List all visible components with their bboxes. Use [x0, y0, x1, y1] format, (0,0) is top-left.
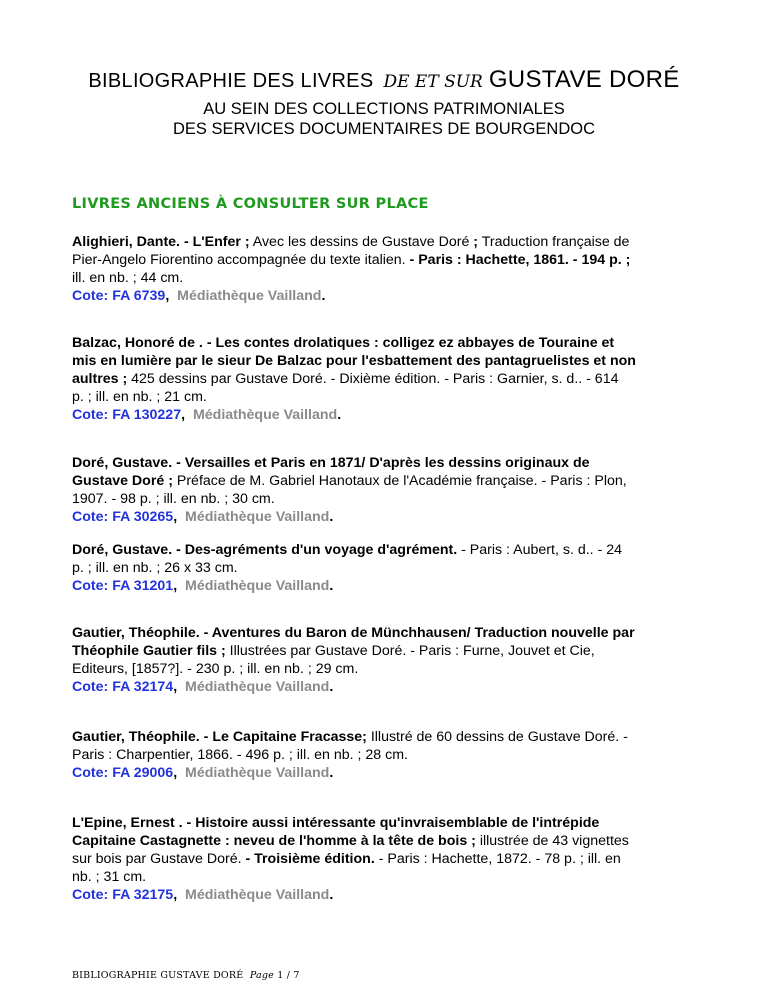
cote-label: Cote: FA 30265: [72, 509, 174, 525]
entry-collation: - 24: [593, 542, 623, 558]
footer-page-separator: /: [286, 970, 291, 981]
entry-location: [72, 508, 702, 526]
entry-imprint: - Paris : Garnier, s. d..: [440, 371, 583, 387]
entry-collation: - 496 p. ; ill. en nb. ; 28 cm.: [232, 747, 408, 763]
entry-line: [72, 868, 702, 886]
entry-text: nb. ; 31 cm.: [72, 869, 147, 885]
entry-line: [72, 814, 702, 832]
entry-line: [72, 388, 702, 406]
entry-line: [72, 624, 702, 642]
entry-title: L'Epine, Ernest . - Histoire aussi intéressante qu'invraisemblable de l'intrépide: [72, 815, 600, 831]
footer-page-word: Page: [249, 970, 274, 981]
entry-text: Editeurs, [1857?].: [72, 661, 184, 677]
entry-location: [72, 577, 702, 595]
entry-title: Gautier, Théophile. - Aventures du Baron de Münchhausen/ Traduction nouvelle par: [72, 625, 635, 641]
separator: ,: [181, 407, 186, 423]
entry-line: [72, 559, 702, 577]
endpoint: .: [329, 887, 334, 903]
entry-line: [72, 490, 702, 508]
endpoint: .: [329, 679, 334, 695]
cote-label: Cote: FA 29006: [72, 765, 174, 781]
library-name: Médiathèque Vailland: [185, 887, 330, 903]
library-name: Médiathèque Vailland: [185, 509, 330, 525]
section-heading: LIVRES ANCIENS À CONSULTER SUR PLACE: [72, 196, 429, 212]
entry-line: [72, 370, 702, 388]
footer-label: BIBLIOGRAPHIE GUSTAVE DORÉ: [72, 970, 244, 981]
document-title: [0, 66, 768, 94]
entry-title: mis en lumière par le sieur De Balzac pour l'esbattement des pantagruelistes et non: [72, 353, 636, 369]
entry-line: [72, 454, 702, 472]
cote-label: Cote: FA 130227: [72, 407, 182, 423]
entry-text: Avec les dessins de Gustave Doré: [249, 234, 474, 250]
entry-text: Préface de M. Gabriel Hanotaux de l'Académie française.: [172, 473, 538, 489]
library-name: Médiathèque Vailland: [185, 679, 330, 695]
cote-label: Cote: FA 6739: [72, 288, 166, 304]
bibliography-entry: [72, 624, 702, 696]
bibliography-entry: [72, 541, 702, 595]
entry-title: Gustave Doré ;: [72, 473, 173, 489]
entry-collation: - 78 p. ; ill. en: [531, 851, 621, 867]
entry-title: Alighieri, Dante. - L'Enfer ;: [72, 234, 250, 250]
entry-line: [72, 850, 702, 868]
entry-line: [72, 660, 702, 678]
separator: ,: [165, 288, 170, 304]
page-footer: [72, 970, 300, 981]
entry-line: [72, 233, 702, 251]
cote-label: Cote: FA 32175: [72, 887, 174, 903]
library-name: Médiathèque Vailland: [177, 288, 322, 304]
cote-label: Cote: FA 31201: [72, 578, 174, 594]
library-name: Médiathèque Vailland: [192, 407, 338, 423]
entry-collation: - 230 p. ; ill. en nb. ; 29 cm.: [183, 661, 359, 677]
separator: ,: [173, 765, 178, 781]
entry-line: [72, 352, 702, 370]
entry-text: - Dixième édition.: [326, 371, 441, 387]
entry-collation: - 614: [582, 371, 619, 387]
entry-line: [72, 642, 702, 660]
entry-imprint: - Paris : Plon,: [537, 473, 627, 489]
entry-line: [72, 541, 702, 559]
entry-line: [72, 472, 702, 490]
entry-text: illustrée de 43 vignettes: [475, 833, 629, 849]
endpoint: .: [329, 509, 334, 525]
entry-imprint: - Paris : Hachette, 1872.: [374, 851, 532, 867]
entry-text: p. ; ill. en nb. ; 26 x 33 cm.: [72, 560, 238, 576]
endpoint: .: [329, 578, 334, 594]
title-part-1: BIBLIOGRAPHIE DES LIVRES: [88, 70, 374, 92]
entry-text: Traduction française de: [478, 234, 630, 250]
entry-title: aultres ;: [72, 371, 128, 387]
entry-location: [72, 764, 702, 782]
entry-title: Gautier, Théophile. - Le Capitaine Fracasse;: [72, 729, 367, 745]
endpoint: .: [329, 765, 334, 781]
entry-line: [72, 251, 702, 269]
entry-text: Illustré de 60 dessins de Gustave Doré.: [366, 729, 620, 745]
bibliography-entry: [72, 814, 702, 904]
library-name: Médiathèque Vailland: [185, 578, 330, 594]
endpoint: .: [321, 288, 326, 304]
separator: ,: [173, 887, 178, 903]
entry-collation: - 98 p. ; ill. en nb. ; 30 cm.: [107, 491, 275, 507]
entry-text: sur bois par Gustave Doré.: [72, 851, 242, 867]
entry-title: Capitaine Castagnette : neveu de l'homme à la tête de bois ;: [72, 833, 476, 849]
subtitle-line-1: AU SEIN DES COLLECTIONS PATRIMONIALES: [203, 100, 565, 118]
cote-label: Cote: FA 32174: [72, 679, 174, 695]
entry-text: Illustrées par Gustave Doré.: [225, 643, 407, 659]
library-name: Médiathèque Vailland: [185, 765, 330, 781]
entry-text: p. ; ill. en nb. ; 21 cm.: [72, 389, 207, 405]
separator: ,: [173, 679, 178, 695]
title-part-2: DE ET SUR: [383, 72, 483, 92]
title-part-3: GUSTAVE DORÉ: [488, 66, 680, 93]
entry-title: Doré, Gustave. - Versailles et Paris en 1871/ D'après les dessins originaux de: [72, 455, 590, 471]
separator: ,: [173, 578, 178, 594]
bibliography-entry: [72, 454, 702, 526]
entry-location: [72, 886, 702, 904]
entry-location: [72, 287, 702, 305]
endpoint: .: [337, 407, 342, 423]
entry-location: [72, 406, 702, 424]
entry-text: ill. en nb. ; 44 cm.: [72, 270, 184, 286]
entry-line: [72, 269, 702, 287]
entry-text: 1907.: [72, 491, 108, 507]
entry-text: ;: [473, 234, 479, 250]
separator: ,: [173, 509, 178, 525]
entry-text: Pier-Angelo Fiorentino accompagnée du texte italien.: [72, 252, 406, 268]
entry-line: [72, 832, 702, 850]
entry-text: 425 dessins par Gustave Doré.: [127, 371, 327, 387]
entry-line: [72, 728, 702, 746]
entry-imprint: - Paris : Hachette, 1861.: [405, 252, 569, 268]
subtitle-line-2: DES SERVICES DOCUMENTAIRES DE BOURGENDOC: [172, 120, 596, 138]
entry-imprint: - Paris : Furne, Jouvet et Cie,: [406, 643, 595, 659]
footer-page-current: 1: [277, 970, 284, 981]
entry-title: Théophile Gautier fils ;: [72, 643, 226, 659]
entry-title: Doré, Gustave. - Des-agréments d'un voyage d'agrément.: [72, 542, 458, 558]
entry-collation: - 194 p. ;: [568, 252, 631, 268]
bibliography-entry: [72, 728, 702, 782]
entry-title: Balzac, Honoré de . - Les contes drolatiques : colligez ez abbayes de Touraine et: [72, 335, 615, 351]
entry-imprint: - Paris : Aubert, s. d..: [457, 542, 594, 558]
entry-imprint: Paris : Charpentier, 1866.: [72, 747, 233, 763]
entry-location: [72, 678, 702, 696]
bibliography-entry: [72, 233, 702, 305]
entry-line: [72, 334, 702, 352]
entry-edition: - Troisième édition.: [241, 851, 375, 867]
entry-line: [72, 746, 702, 764]
bibliography-entry: [72, 334, 702, 424]
entry-text: -: [619, 729, 628, 745]
footer-page-total: 7: [293, 970, 300, 981]
